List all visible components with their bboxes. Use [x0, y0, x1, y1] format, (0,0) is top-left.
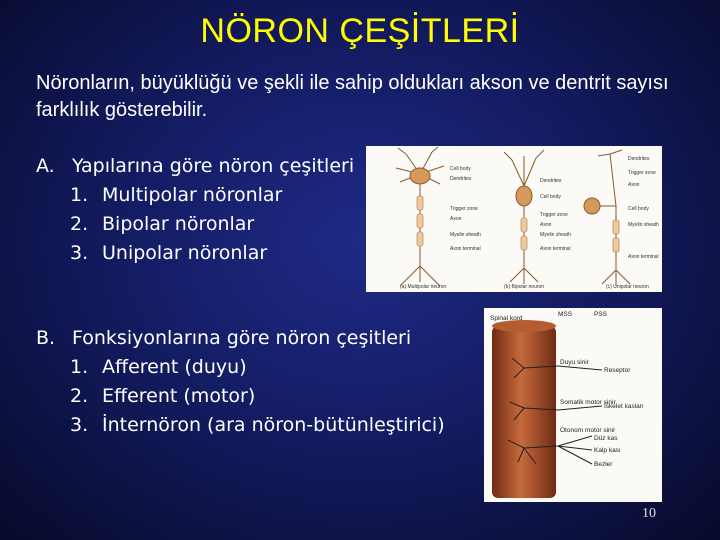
label-glands: Bezler — [594, 461, 613, 468]
function-list — [36, 324, 445, 440]
label-axon-terminal-c: Axon terminal — [628, 254, 659, 260]
caption-bipolar: (b) Bipolar neuron — [504, 284, 545, 290]
list-item — [36, 181, 354, 210]
label-myelin-sheath: Myelin sheath — [450, 232, 481, 238]
item-label: Unipolar nöronlar — [102, 242, 268, 264]
label-trigger-zone-b: Trigger zone — [540, 212, 568, 218]
item-number: 1. — [70, 356, 89, 378]
structure-list — [36, 152, 354, 268]
label-trigger-zone-c: Trigger zone — [628, 170, 656, 176]
label-dendrites: Dendrites — [450, 176, 472, 182]
item-label: Afferent (duyu) — [102, 356, 247, 378]
slide-title: NÖRON ÇEŞİTLERİ — [200, 12, 520, 50]
neuron-types-figure — [366, 146, 662, 292]
list-item — [36, 353, 445, 382]
intro-text: Nöronların, büyüklüğü ve şekli ile sahip oldukları akson ve dentrit sayısı farklılık gösterebilir. — [36, 72, 669, 121]
label-mss: MSS — [558, 311, 573, 318]
item-number: 3. — [70, 414, 89, 436]
label-myelin-sheath-c: Myelin sheath — [628, 222, 659, 228]
label-axon-b: Axon — [540, 222, 552, 228]
caption-multipolar: (a) Multipolar neuron — [400, 284, 447, 290]
label-spinal-cord: Spinal kord — [490, 315, 523, 322]
section-heading-text: Fonksiyonlarına göre nöron çeşitleri — [72, 327, 412, 349]
label-dendrites-b: Dendrites — [540, 178, 562, 184]
label-autonomic-motor: Otonom motor sinir — [560, 427, 616, 434]
list-item — [36, 239, 354, 268]
item-label: İnternöron (ara nöron-bütünleştirici) — [102, 414, 445, 436]
label-myelin-sheath-b: Myelin sheath — [540, 232, 571, 238]
label-somatic-motor: Somatik motor sinir — [560, 399, 616, 406]
function-heading — [36, 324, 445, 353]
item-label: Bipolar nöronlar — [102, 213, 255, 235]
label-axon-terminal: Axon terminal — [450, 246, 481, 252]
spinal-cord-figure — [484, 308, 662, 502]
label-sensory: Duyu sinir — [560, 359, 589, 366]
caption-unipolar: (c) Unipolar neuron — [606, 284, 649, 290]
page-number: 10 — [642, 506, 656, 521]
label-axon: Axon — [450, 216, 462, 222]
label-dendrites-c: Dendrites — [628, 156, 650, 162]
section-marker: A. — [36, 155, 55, 177]
label-smooth-muscle: Düz kas — [594, 435, 618, 442]
label-cardiac-muscle: Kalp kası — [594, 447, 621, 454]
list-item — [36, 382, 445, 411]
item-number: 2. — [70, 213, 89, 235]
label-axon-c: Axon — [628, 182, 640, 188]
label-trigger-zone: Trigger zone — [450, 206, 478, 212]
section-heading-text: Yapılarına göre nöron çeşitleri — [72, 155, 355, 177]
label-axon-terminal-b: Axon terminal — [540, 246, 571, 252]
item-label: Multipolar nöronlar — [102, 184, 283, 206]
item-number: 1. — [70, 184, 89, 206]
structure-heading — [36, 152, 354, 181]
label-skeletal-muscle: İskelet kasları — [604, 403, 644, 410]
item-label: Efferent (motor) — [102, 385, 256, 407]
spinal-cord-illustration — [484, 308, 662, 502]
list-item — [36, 210, 354, 239]
neuron-types-illustration — [366, 146, 662, 292]
item-number: 3. — [70, 242, 89, 264]
item-number: 2. — [70, 385, 89, 407]
label-cell-body: Cell body — [450, 166, 471, 172]
label-cell-body-c: Cell body — [628, 206, 649, 212]
label-pss: PSS — [594, 311, 608, 318]
section-marker: B. — [36, 327, 56, 349]
label-receptor: Reseptor — [604, 367, 631, 374]
label-cell-body-b: Cell body — [540, 194, 561, 200]
list-item — [36, 411, 445, 440]
